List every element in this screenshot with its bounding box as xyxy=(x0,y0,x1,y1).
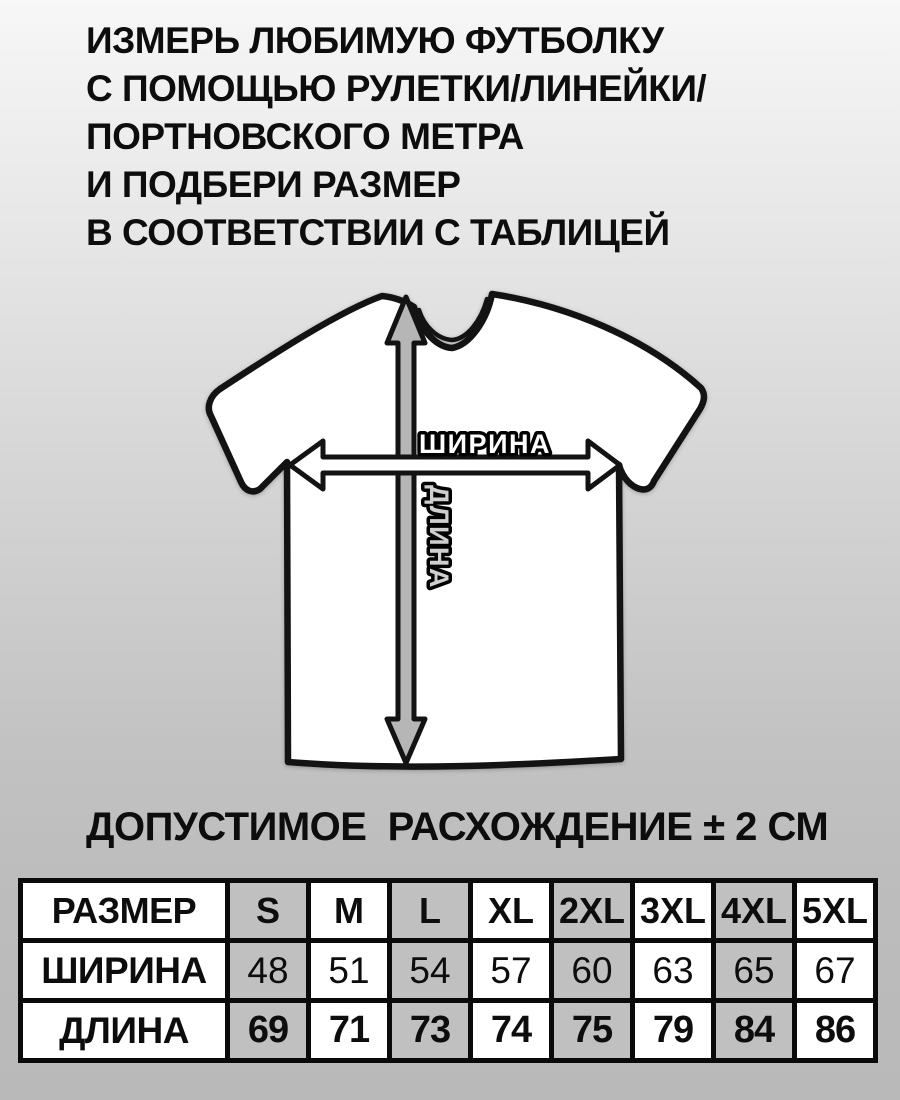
tolerance-note: ДОПУСТИМОЕ РАСХОЖДЕНИЕ ± 2 СМ xyxy=(86,805,829,849)
row-label: ДЛИНА xyxy=(21,1001,228,1061)
size-col-header: L xyxy=(390,881,471,941)
size-col-header: S xyxy=(228,881,309,941)
table-cell: 71 xyxy=(309,1001,390,1061)
table-cell: 74 xyxy=(471,1001,552,1061)
size-table xyxy=(18,878,878,1063)
size-col-header: 5XL xyxy=(795,881,876,941)
table-cell: 54 xyxy=(390,941,471,1001)
intro-text xyxy=(86,17,706,257)
tshirt-outline xyxy=(209,294,704,767)
length-row xyxy=(21,1001,876,1061)
intro-line: С ПОМОЩЬЮ РУЛЕТКИ/ЛИНЕЙКИ/ xyxy=(86,68,707,109)
table-cell: 79 xyxy=(633,1001,714,1061)
size-col-header: XL xyxy=(471,881,552,941)
table-cell: 69 xyxy=(228,1001,309,1061)
table-cell: 65 xyxy=(714,941,795,1001)
table-cell: 48 xyxy=(228,941,309,1001)
width-row xyxy=(21,941,876,1001)
size-header-label: РАЗМЕР xyxy=(21,881,228,941)
table-cell: 51 xyxy=(309,941,390,1001)
table-cell: 57 xyxy=(471,941,552,1001)
table-cell: 73 xyxy=(390,1001,471,1061)
table-cell: 84 xyxy=(714,1001,795,1061)
intro-line: ПОРТНОВСКОГО МЕТРА xyxy=(86,116,524,157)
table-cell: 67 xyxy=(795,941,876,1001)
intro-line: В СООТВЕТСТВИИ С ТАБЛИЦЕЙ xyxy=(86,212,670,253)
row-label: ШИРИНА xyxy=(21,941,228,1001)
table-header-row xyxy=(21,881,876,941)
intro-line: ИЗМЕРЬ ЛЮБИМУЮ ФУТБОЛКУ xyxy=(86,20,664,61)
tshirt-diagram xyxy=(190,285,720,795)
table-cell: 86 xyxy=(795,1001,876,1061)
width-arrow-label: ШИРИНА xyxy=(419,429,551,459)
size-col-header: M xyxy=(309,881,390,941)
intro-line: И ПОДБЕРИ РАЗМЕР xyxy=(86,164,461,205)
length-arrow-label: ДЛИНА xyxy=(424,484,454,590)
size-col-header: 3XL xyxy=(633,881,714,941)
table-cell: 63 xyxy=(633,941,714,1001)
table-cell: 60 xyxy=(552,941,633,1001)
size-col-header: 2XL xyxy=(552,881,633,941)
table-cell: 75 xyxy=(552,1001,633,1061)
size-col-header: 4XL xyxy=(714,881,795,941)
